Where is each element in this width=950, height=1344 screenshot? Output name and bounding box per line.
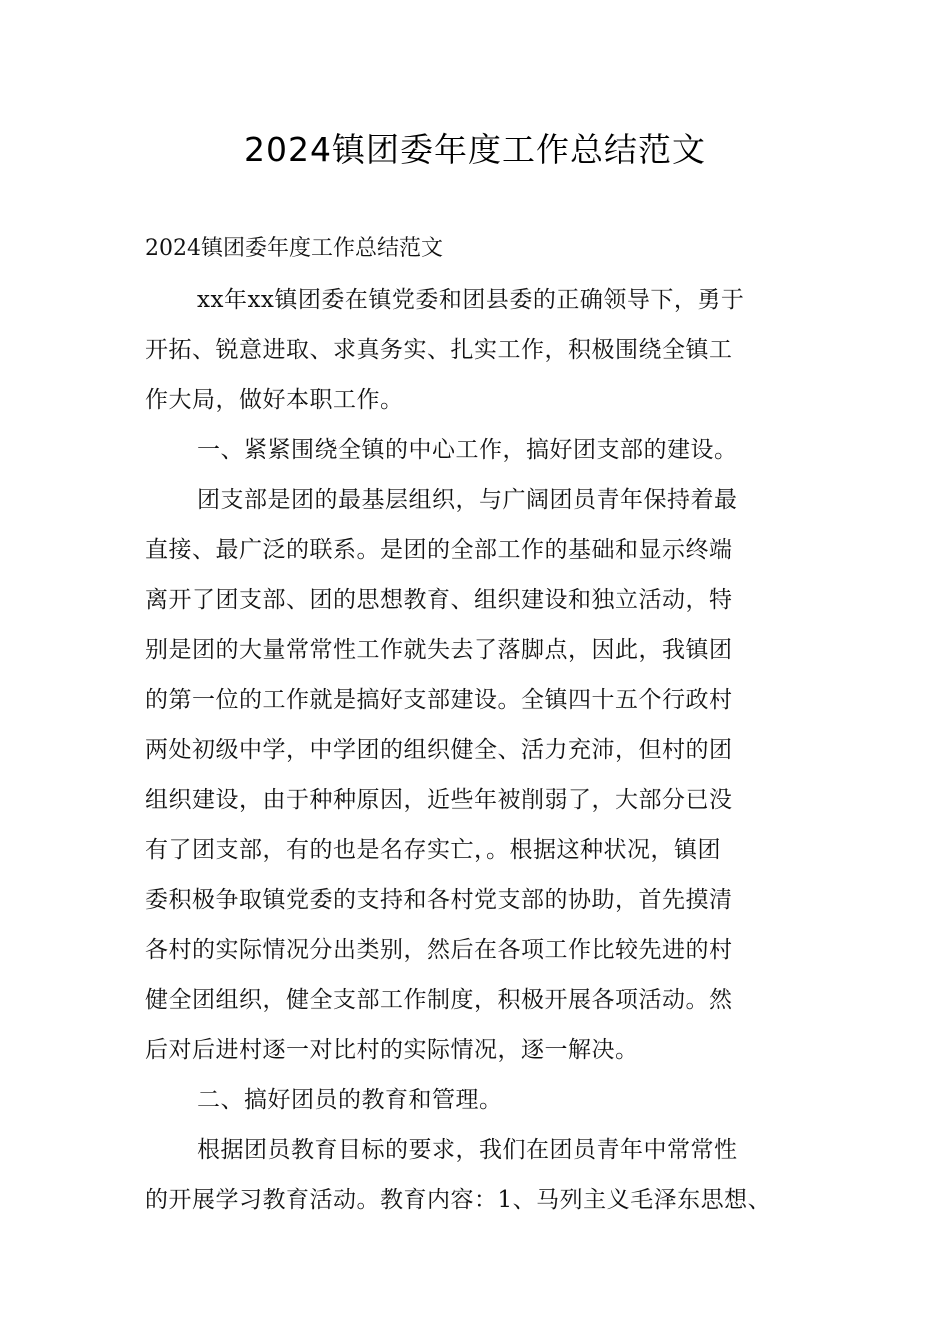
body-text-line: xx年xx镇团委在镇党委和团县委的正确领导下，勇于: [197, 287, 745, 313]
body-text-line: 直接、最广泛的联系。是团的全部工作的基础和显示终端: [145, 537, 733, 563]
body-text-line: 后对后进村逐一对比村的实际情况，逐一解决。: [145, 1037, 639, 1063]
body-text-line: 健全团组织，健全支部工作制度，积极开展各项活动。然: [145, 987, 733, 1013]
body-text-line: 各村的实际情况分出类别，然后在各项工作比较先进的村: [145, 937, 733, 963]
document-title: 2024镇团委年度工作总结范文: [244, 130, 706, 169]
body-text-line: 二、搞好团员的教育和管理。: [197, 1087, 503, 1113]
body-text-line: 有了团支部，有的也是名存实亡，。根据这种状况，镇团: [145, 837, 721, 863]
body-text-line: 的第一位的工作就是搞好支部建设。全镇四十五个行政村: [145, 687, 733, 713]
body-text-line: 一、紧紧围绕全镇的中心工作，搞好团支部的建设。: [197, 437, 738, 463]
body-text-line: 别是团的大量常常性工作就失去了落脚点，因此，我镇团: [145, 637, 733, 663]
body-text-line: 离开了团支部、团的思想教育、组织建设和独立活动，特: [145, 587, 733, 613]
body-text-line: 两处初级中学，中学团的组织健全、活力充沛，但村的团: [145, 737, 733, 763]
body-text-line: 团支部是团的最基层组织，与广阔团员青年保持着最: [197, 487, 738, 513]
body-text-line: 组织建设，由于种种原因，近些年被削弱了，大部分已没: [145, 787, 733, 813]
body-text-line: 作大局，做好本职工作。: [145, 387, 404, 413]
document-subtitle: 2024镇团委年度工作总结范文: [145, 236, 443, 261]
body-text-line: 的开展学习教育活动。教育内容：1、马列主义毛泽东思想、: [145, 1187, 772, 1213]
body-text-line: 开拓、锐意进取、求真务实、扎实工作，积极围绕全镇工: [145, 337, 733, 363]
document-body: [145, 282, 825, 1232]
body-text-line: 根据团员教育目标的要求，我们在团员青年中常常性: [197, 1137, 738, 1163]
body-text-line: 委积极争取镇党委的支持和各村党支部的协助，首先摸清: [145, 887, 733, 913]
